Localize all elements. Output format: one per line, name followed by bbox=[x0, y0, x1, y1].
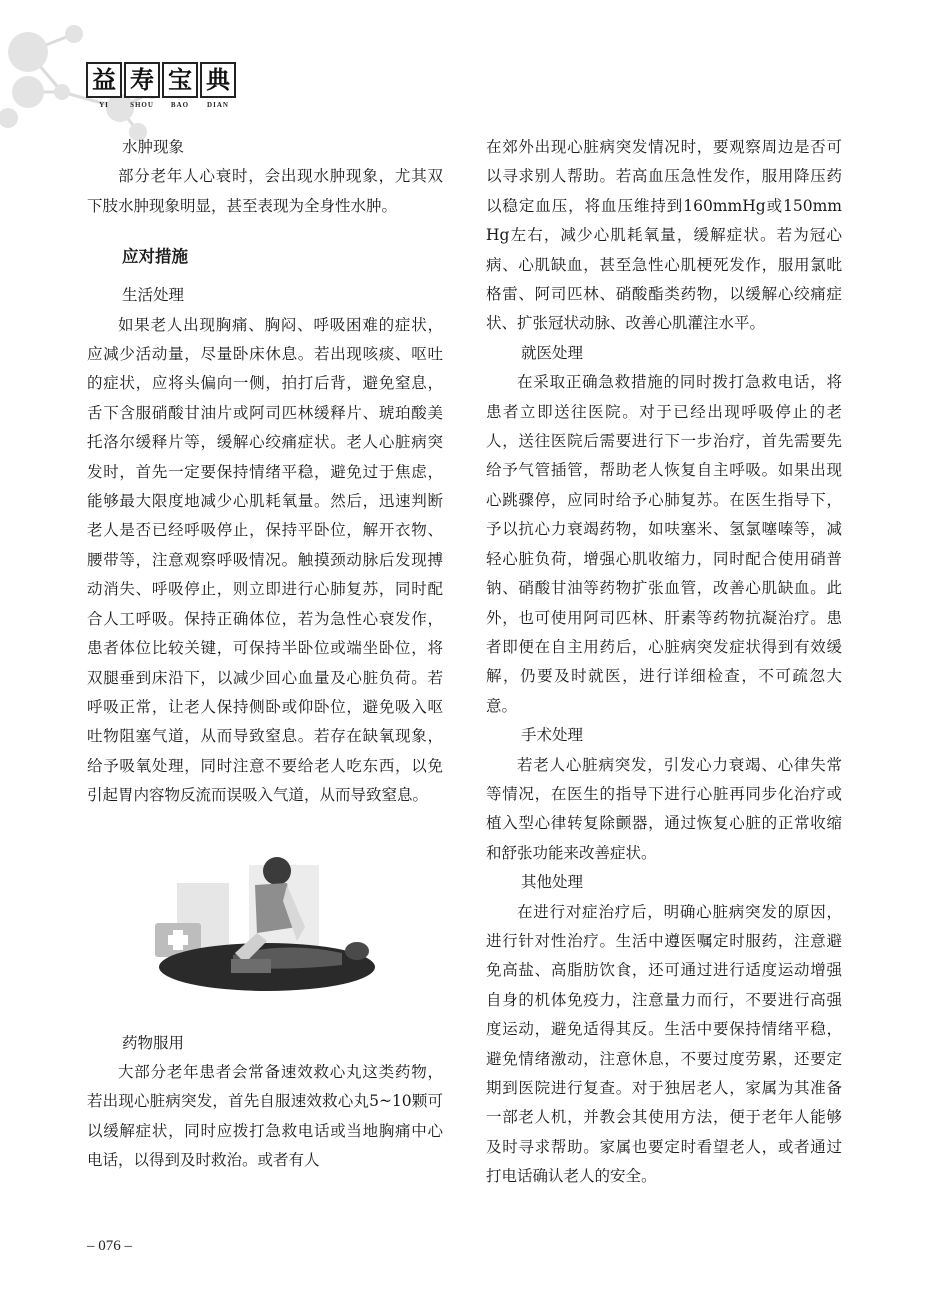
drug-paragraph-continued: 在郊外出现心脏病突发情况时，要观察周边是否可以寻求别人帮助。若高血压急性发作，服用降压药以稳定血压，将血压维持到160mmHg或150mmHg左右，减少心肌耗氧量，缓解症状。若为冠心病、心肌缺血，甚至急性心肌梗死发作，服用氯吡格雷、阿司匹林、硝酸酯类药物，以缓解心绞痛症状、扩张冠状动脉、改善心肌灌注水平。 bbox=[486, 138, 842, 333]
right-column bbox=[486, 133, 842, 1192]
other-heading: 其他处理 bbox=[521, 873, 584, 892]
brand-pinyin: BAO bbox=[170, 101, 190, 109]
other-paragraph: 在进行对症治疗后，明确心脏病突发的原因，进行针对性治疗。生活中遵医嘱定时服药，注意避免高盐、高脂肪饮食，还可通过进行适度运动增强自身的机体免疫力，注意量力而行，不要进行高强度运动，避免适得其反。生活中要保持情绪平稳，避免情绪激动，注意休息，不要过度劳累，还要定期到医院进行复查。对于独居老人，家属为其准备一部老人机，并教会其使用方法，便于老年人能够及时寻求帮助。家属也要定时看望老人，或者通过打电话确认老人的安全。 bbox=[486, 902, 842, 1186]
edema-heading: 水肿现象 bbox=[122, 138, 185, 156]
hospital-paragraph: 在采取正确急救措施的同时拨打急救电话，将患者立即送往医院。对于已经出现呼吸停止的老人，送往医院后需要进行下一步治疗，首先需要先给予气管插管，帮助老人恢复自主呼吸。如果出现心跳骤停，应同时给予心肺复苏。在医生指导下，予以抗心力衰竭药物，如呋塞米、氢氯噻嗪等，减轻心脏负荷，增强心肌收缩力，同时配合使用硝普钠、硝酸甘油等药物扩张血管，改善心肌缺血。此外，也可使用阿司匹林、肝素等药物抗凝治疗。患者即便在自主用药后，心脏病突发症状得到有效缓解，仍要及时就医，进行详细检查，不可疏忽大意。 bbox=[486, 373, 842, 715]
life-paragraph: 如果老人出现胸痛、胸闷、呼吸困难的症状，应减少活动量，尽量卧床休息。若出现咳痰、呕吐的症状，应将头偏向一侧，拍打后背，避免窒息，舌下含服硝酸甘油片或阿司匹林缓释片、琥珀酸美托洛尔缓释片等，缓解心绞痛症状。老人心脏病突发时，首先一定要保持情绪平稳，避免过于焦虑，能够最大限度地减少心肌耗氧量。然后，迅速判断老人是否已经呼吸停止，保持平卧位，解开衣物、腰带等，注意观察呼吸情况。触摸颈动脉后发现搏动消失、呼吸停止，则立即进行心肺复苏，同时配合人工呼吸。保持正确体位，若为急性心衰发作，患者体位比较关键，可保持半卧位或端坐卧位，将双腿垂到床沿下，以减少回心血量及心脏负荷。若呼吸正常，让老人保持侧卧或仰卧位，避免吸入呕吐物阻塞气道，从而导致窒息。若存在缺氧现象，给予吸氧处理，同时注意不要给老人吃东西，以免引起胃内容物反流而误吸入气道，从而导致窒息。 bbox=[87, 315, 443, 805]
page-number: – 076 – bbox=[87, 1238, 132, 1254]
left-column bbox=[87, 133, 443, 1176]
brand-char: 典 bbox=[200, 62, 236, 98]
drug-paragraph: 大部分老年患者会常备速效救心丸这类药物，若出现心脏病突发，首先自服速效救心丸5~10颗可以缓解症状，同时应拨打急救电话或当地胸痛中心电话，以得到及时救治。或者有人 bbox=[87, 1062, 443, 1170]
brand-char: 宝 bbox=[162, 62, 198, 98]
brand-char: 益 bbox=[86, 62, 122, 98]
drug-heading: 药物服用 bbox=[122, 1033, 185, 1052]
surgery-paragraph: 若老人心脏病突发，引发心力衰竭、心律失常等情况，在医生的指导下进行心脏再同步化治疗或植入型心律转复除颤器，通过恢复心脏的正常收缩和舒张功能来改善症状。 bbox=[486, 755, 842, 862]
life-heading: 生活处理 bbox=[122, 286, 185, 305]
surgery-heading: 手术处理 bbox=[521, 726, 584, 745]
edema-paragraph: 部分老年人心衰时，会出现水肿现象，尤其双下肢水肿现象明显，甚至表现为全身性水肿。 bbox=[87, 167, 443, 215]
brand-pinyin: SHOU bbox=[130, 101, 154, 109]
brand-pinyin: YI bbox=[99, 101, 109, 109]
brand-logo bbox=[86, 62, 236, 109]
hospital-heading: 就医处理 bbox=[521, 343, 584, 362]
brand-pinyin: DIAN bbox=[207, 101, 229, 109]
cpr-illustration bbox=[137, 845, 377, 995]
measures-heading: 应对措施 bbox=[122, 247, 188, 267]
brand-char: 寿 bbox=[124, 62, 160, 98]
